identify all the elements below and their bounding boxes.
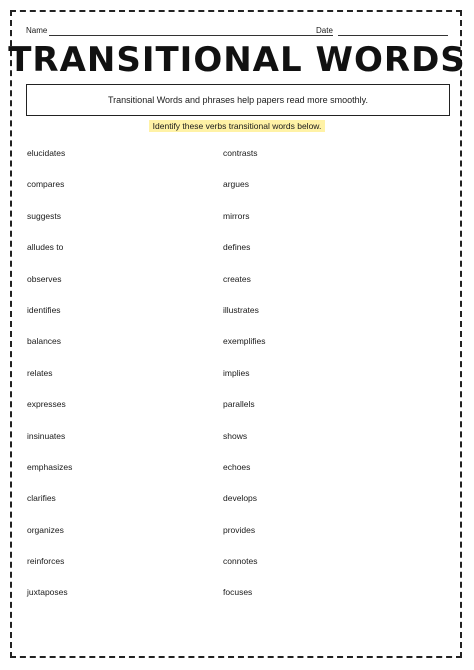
word-item: organizes <box>27 524 64 535</box>
word-item: focuses <box>223 587 253 598</box>
word-item: reinforces <box>27 556 65 567</box>
word-item: provides <box>223 524 256 535</box>
date-label: Date <box>316 26 333 35</box>
word-item: parallels <box>223 399 255 410</box>
intro-text: Transitional Words and phrases help papers read more smoothly. <box>108 95 368 105</box>
word-item: contrasts <box>223 148 258 158</box>
word-list-left <box>27 147 207 618</box>
word-item: identifies <box>27 304 61 315</box>
word-item: mirrors <box>223 210 250 221</box>
instruction <box>0 121 474 131</box>
word-item: relates <box>27 367 53 378</box>
word-item: shows <box>223 430 248 441</box>
word-item: connotes <box>223 556 258 567</box>
name-label: Name <box>26 26 48 35</box>
word-item: elucidates <box>27 148 66 158</box>
word-item: alludes to <box>27 242 64 253</box>
word-item: echoes <box>223 461 251 472</box>
word-item: implies <box>223 367 250 378</box>
word-item: illustrates <box>223 304 259 315</box>
word-item: creates <box>223 273 251 284</box>
word-item: argues <box>223 179 249 190</box>
word-item: exemplifies <box>223 336 266 347</box>
intro-box <box>26 84 450 116</box>
page-title: TRANSITIONAL WORDS <box>8 40 466 80</box>
word-item: observes <box>27 273 62 284</box>
word-item: balances <box>27 336 62 347</box>
word-list-right <box>223 147 403 618</box>
word-item: suggests <box>27 210 62 221</box>
word-item: defines <box>223 242 251 253</box>
word-item: compares <box>27 179 65 190</box>
word-item: develops <box>223 493 258 504</box>
instruction-text: Identify these verbs transitional words below. <box>149 120 326 132</box>
word-item: juxtaposes <box>27 587 68 598</box>
word-item: expresses <box>27 399 66 410</box>
word-item: emphasizes <box>27 461 73 472</box>
word-item: clarifies <box>27 493 56 504</box>
word-item: insinuates <box>27 430 66 441</box>
